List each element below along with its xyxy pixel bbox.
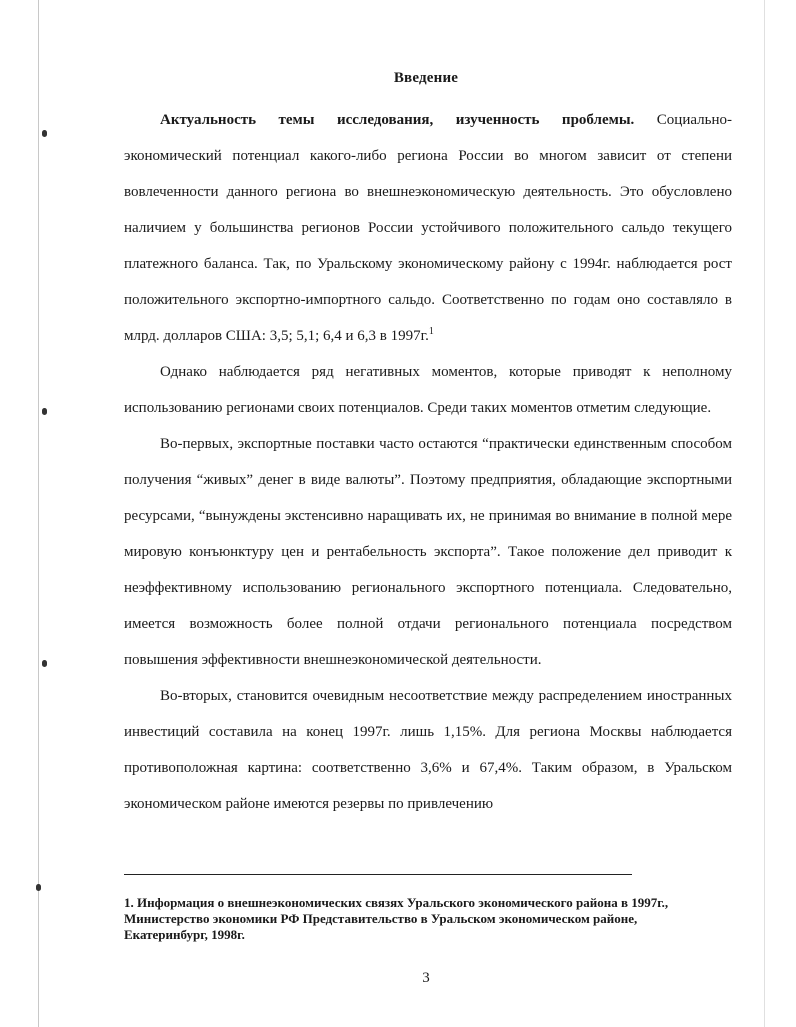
scan-edge-right	[764, 0, 765, 1027]
paragraph-text: Социально-экономический потенциал какого-либо региона России во многом зависит от степени вовлеченности данного региона во внешнеэкономическую деятельность. Это обусловлено наличием у большинства регионов России устойчивого положительного сальдо текущего платежного баланса. Так, по Уральскому экономическому району с 1994г. наблюдается рост положительного экспортно-импортного сальдо. Соответственно по годам оно составляло в млрд. долларов США: 3,5; 5,1; 6,4 и 6,3 в 1997г.	[124, 112, 732, 344]
paragraph	[124, 354, 732, 426]
body-text	[124, 102, 732, 822]
page-number: 3	[422, 970, 430, 986]
scan-edge-left	[38, 0, 39, 1027]
page-title: Введение	[393, 70, 459, 86]
binding-hole-mark	[42, 408, 47, 415]
paragraph-lead: Актуальность темы исследования, изученность проблемы.	[160, 112, 635, 128]
paragraph-text: Во-вторых, становится очевидным несоответствие между распределением иностранных инвестиций составила на конец 1997г. лишь 1,15%. Для региона Москвы наблюдается противоположная картина: соответственно 3,6% и 67,4%. Таким образом, в Уральском экономическом районе имеются резервы по привлечению	[124, 688, 732, 812]
paragraph	[124, 426, 732, 678]
paragraph-text: Во-первых, экспортные поставки часто остаются “практически единственным способом получения “живых” денег в виде валюты”. Поэтому предприятия, обладающие экспортными ресурсами, “вынуждены экстенсивно наращивать их, не принимая во внимание в полной мере мировую конъюнктуру цен и рентабельность экспорта”. Такое положение дел приводит к неэффективному использованию регионального экспортного потенциала. Следовательно, имеется возможность более полной отдачи регионального потенциала посредством повышения эффективности внешнеэкономической деятельности.	[124, 436, 732, 668]
footnote-separator	[124, 874, 632, 875]
paragraph-text: Однако наблюдается ряд негативных моментов, которые приводят к неполному использованию регионами своих потенциалов. Среди таких моментов отметим следующие.	[124, 364, 732, 416]
footnote-reference[interactable]: 1	[428, 326, 434, 337]
paragraph	[124, 678, 732, 822]
binding-hole-mark	[36, 884, 41, 891]
binding-hole-mark	[42, 660, 47, 667]
paragraph	[124, 102, 732, 354]
footnote: 1. Информация о внешнеэкономических связях Уральского экономического района в 1997г., Министерство экономики РФ Представительство в Уральском экономическом районе, Екатеринбург, 1998г.	[124, 895, 669, 942]
binding-hole-mark	[42, 130, 47, 137]
